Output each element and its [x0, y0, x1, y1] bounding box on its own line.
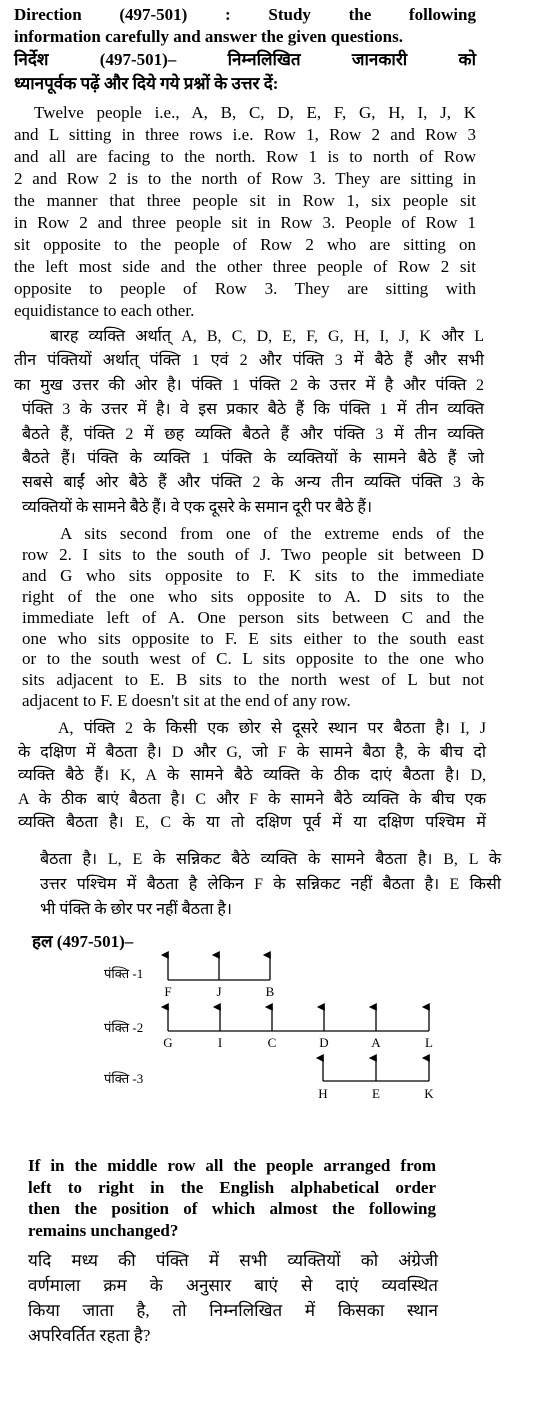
row2-label: पंक्ति -2	[104, 1020, 144, 1035]
text-line: adjacent to F. E doesn't sit at the end of any row.	[22, 691, 351, 711]
person-label: J	[216, 984, 222, 999]
puzzle-clues-english	[22, 524, 484, 712]
text-line: भी पंक्ति के छोर पर नहीं बैठता है।	[40, 901, 232, 918]
text-line: व्यक्ति बैठे हैं। K, A के सामने बैठे व्यक्ति के ठीक दाएं बैठता है। D,	[18, 767, 486, 785]
text-line: and G who sits opposite to F. K sits to the immediate	[22, 565, 484, 585]
text-line: Twelve people i.e., A, B, C, D, E, F, G, H, I, J, K	[34, 103, 476, 122]
person-label: D	[319, 1035, 329, 1050]
text-line: row 2. I sits to the south of J. Two people sit between D	[22, 544, 484, 564]
text-line: किया जाता है, तो निम्नलिखित में किसका स्थान	[28, 1301, 438, 1320]
text-line: opposite to people of Row 3. They are sitting with	[14, 279, 476, 298]
text-line: sit opposite to the people of Row 2 who are sitting on	[14, 235, 476, 254]
text-line: A sits second from one of the extreme ends of the	[60, 524, 484, 543]
text-line: सबसे बाईं ओर बैठे हैं और पंक्ति 2 के अन्य तीन व्यक्ति पंक्ति 3 के	[22, 474, 484, 492]
text-line: का मुख उत्तर की ओर है। पंक्ति 1 पंक्ति 2 के उत्तर में है और पंक्ति 2	[14, 376, 484, 394]
solution-title: हल (497-501)–	[32, 932, 134, 951]
text-line: in Row 2 and three people sit in Row 3. People of Row 1	[14, 213, 476, 232]
question-hindi	[28, 1248, 438, 1348]
text-line: बैठते हैं, पंक्ति 2 में छह व्यक्ति बैठते हैं और पंक्ति 3 में तीन व्यक्ति	[22, 425, 484, 443]
text-line: बैठते हैं। पंक्ति के व्यक्ति 1 पंक्ति के व्यक्तियों के सामने बैठे हैं जो	[22, 450, 484, 468]
text-line: one who sits opposite to F. E sits either to the south east	[22, 628, 484, 648]
text-line: the left most side and the other three people of Row 2 sit	[14, 257, 476, 276]
text-line: right of the one who sits opposite to A. D sits to the	[22, 586, 484, 606]
text-line: यदि मध्य की पंक्ति में सभी व्यक्तियों को अंग्रेजी	[28, 1251, 438, 1270]
text-line: A, पंक्ति 2 के किसी एक छोर से दूसरे स्थान पर बैठता है। I, J	[58, 720, 486, 737]
puzzle-intro-hindi	[14, 325, 484, 520]
person-label: G	[163, 1035, 173, 1050]
person-label: A	[371, 1035, 381, 1050]
person-label: C	[267, 1035, 277, 1050]
text-line: पंक्ति 3 के उत्तर में है। वे इस प्रकार बैठे हैं कि पंक्ति 1 में तीन व्यक्ति	[22, 401, 484, 419]
row3-label: पंक्ति -3	[104, 1071, 144, 1086]
text-line: and L sitting in three rows i.e. Row 1, Row 2 and Row 3	[14, 125, 476, 144]
puzzle-clues-hindi	[18, 717, 486, 835]
text-line: sits adjacent to E. B sits to the north west of L but not	[22, 670, 484, 690]
text-line: बैठता है। L, E के सन्निकट बैठे व्यक्ति के सामने बैठता है। B, L के	[40, 851, 501, 868]
text-line: immediate left of A. One person sits between C and the	[22, 607, 484, 627]
text-line: Direction (497-501) : Study the following	[14, 5, 476, 24]
text-line: 2 and Row 2 is to the north of Row 3. They are sitting in	[14, 169, 476, 188]
person-label: F	[164, 984, 172, 999]
text-line: equidistance to each other.	[14, 301, 195, 320]
person-label: I	[217, 1035, 223, 1050]
person-label: K	[424, 1086, 434, 1101]
text-line: the manner that three people sit in Row 1, six people sit	[14, 191, 476, 210]
person-label: H	[318, 1086, 328, 1101]
text-line: के दक्षिण में बैठता है। D और G, जो F के सामने बैठा है, के बीच दो	[18, 743, 486, 761]
person-label: E	[372, 1086, 380, 1101]
text-line: ध्यानपूर्वक पढ़ें और दिये गये प्रश्नों के उत्तर दें:	[14, 74, 279, 93]
text-line: उत्तर पश्चिम में बैठता है लेकिन F के सन्निकट नहीं बैठता है। E किसी	[40, 876, 501, 893]
text-line: remains unchanged?	[28, 1220, 179, 1240]
row1-label: पंक्ति -1	[104, 966, 144, 981]
puzzle-clues-hindi-continued	[40, 847, 501, 922]
text-line: and all are facing to the north. Row 1 is to north of Row	[14, 147, 476, 166]
text-line: information carefully and answer the given questions.	[14, 27, 403, 46]
text-line: वर्णमाला क्रम के अनुसार बाएं से दाएं व्यवस्थित	[28, 1276, 438, 1295]
text-line: If in the middle row all the people arranged from	[28, 1156, 436, 1175]
seating-arrangement-diagram	[0, 948, 542, 1110]
text-line: A के ठीक बाएं बैठता है। C और F के सामने बैठे व्यक्ति के बीच एक	[18, 790, 486, 808]
puzzle-intro-english	[14, 102, 476, 322]
person-label: B	[265, 984, 275, 999]
direction-english	[14, 4, 476, 48]
text-line: व्यक्तियों के सामने बैठे हैं। वे एक दूसरे के समान दूरी पर बैठे हैं।	[22, 498, 373, 516]
text-line: अपरिवर्तित रहता है?	[28, 1326, 151, 1345]
person-label: L	[425, 1035, 433, 1050]
text-line: or to the south west of C. L sits opposite to the one who	[22, 649, 484, 669]
question-english	[28, 1155, 436, 1241]
text-line: बारह व्यक्ति अर्थात् A, B, C, D, E, F, G, H, I, J, K और L	[50, 328, 484, 345]
text-line: तीन पंक्तियों अर्थात् पंक्ति 1 एवं 2 और पंक्ति 3 में बैठे हैं और सभी	[14, 352, 484, 370]
text-line: then the position of which almost the following	[28, 1199, 436, 1218]
text-line: व्यक्ति बैठता है। E, C के या तो दक्षिण पूर्व में या दक्षिण पश्चिम में	[18, 814, 486, 832]
direction-hindi	[14, 48, 476, 96]
text-line: निर्देश (497-501)– निम्नलिखित जानकारी को	[14, 50, 476, 69]
text-line: left to right in the English alphabetical order	[28, 1177, 436, 1197]
